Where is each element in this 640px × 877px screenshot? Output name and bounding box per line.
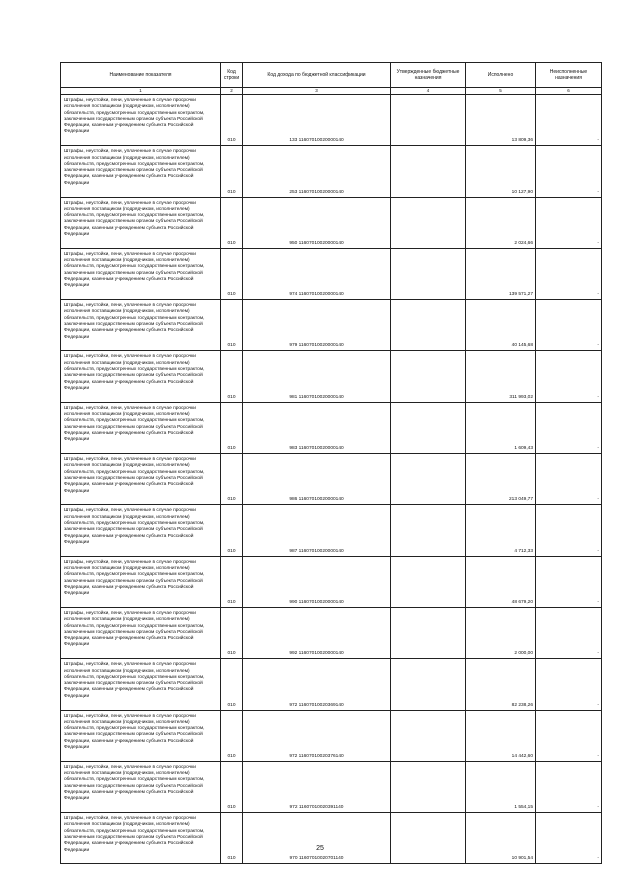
- indicator-name-cell: Штрафы, неустойки, пени, уплаченные в случае просрочки исполнения поставщиком (подрядчиком, исполнителем) обязательств, предусмотренных государственным контрактом, заключенным государственным органом субъекта Российской Федерации, казенным учреждением субъекта Российской Федерации: [61, 300, 221, 351]
- remaining-cell: -: [536, 95, 602, 146]
- line-code-cell: 010: [221, 197, 243, 248]
- approved-cell: [391, 146, 466, 197]
- executed-cell: 40 145,68: [466, 300, 536, 351]
- income-code-cell: 992 11607010020000140: [243, 607, 391, 658]
- table-row: [61, 146, 602, 197]
- approved-cell: [391, 454, 466, 505]
- indicator-name-cell: Штрафы, неустойки, пени, уплаченные в случае просрочки исполнения поставщиком (подрядчиком, исполнителем) обязательств, предусмотренных государственным контрактом, заключенным государственным органом субъекта Российской Федерации, казенным учреждением субъекта Российской Федерации: [61, 248, 221, 299]
- indicator-name-cell: Штрафы, неустойки, пени, уплаченные в случае просрочки исполнения поставщиком (подрядчиком, исполнителем) обязательств, предусмотренных государственным контрактом, заключенным государственным органом субъекта Российской Федерации, казенным учреждением субъекта Российской Федерации: [61, 351, 221, 402]
- header-line-code: Код строки: [221, 63, 243, 88]
- indicator-name-cell: Штрафы, неустойки, пени, уплаченные в случае просрочки исполнения поставщиком (подрядчиком, исполнителем) обязательств, предусмотренных государственным контрактом, заключенным государственным органом субъекта Российской Федерации, казенным учреждением субъекта Российской Федерации: [61, 761, 221, 812]
- executed-cell: 1 609,43: [466, 402, 536, 453]
- table-row: [61, 300, 602, 351]
- remaining-cell: -: [536, 454, 602, 505]
- indicator-name-cell: Штрафы, неустойки, пени, уплаченные в случае просрочки исполнения поставщиком (подрядчиком, исполнителем) обязательств, предусмотренных государственным контрактом, заключенным государственным органом субъекта Российской Федерации, казенным учреждением субъекта Российской Федерации: [61, 813, 221, 864]
- indicator-name-cell: Штрафы, неустойки, пени, уплаченные в случае просрочки исполнения поставщиком (подрядчиком, исполнителем) обязательств, предусмотренных государственным контрактом, заключенным государственным органом субъекта Российской Федерации, казенным учреждением субъекта Российской Федерации: [61, 607, 221, 658]
- approved-cell: [391, 659, 466, 710]
- table-header-row: [61, 63, 602, 88]
- executed-cell: 10 127,90: [466, 146, 536, 197]
- income-code-cell: 983 11607010020000140: [243, 402, 391, 453]
- approved-cell: [391, 505, 466, 556]
- line-code-cell: 010: [221, 813, 243, 864]
- header-remaining: Неисполненные назначения: [536, 63, 602, 88]
- approved-cell: [391, 248, 466, 299]
- line-code-cell: 010: [221, 248, 243, 299]
- table-row: [61, 402, 602, 453]
- line-code-cell: 010: [221, 607, 243, 658]
- remaining-cell: -: [536, 505, 602, 556]
- line-code-cell: 010: [221, 761, 243, 812]
- indicator-name-cell: Штрафы, неустойки, пени, уплаченные в случае просрочки исполнения поставщиком (подрядчиком, исполнителем) обязательств, предусмотренных государственным контрактом, заключенным государственным органом субъекта Российской Федерации, казенным учреждением субъекта Российской Федерации: [61, 146, 221, 197]
- table-row: [61, 761, 602, 812]
- table-row: [61, 454, 602, 505]
- header-income-code: Код дохода по бюджетной классификации: [243, 63, 391, 88]
- remaining-cell: -: [536, 659, 602, 710]
- indicator-name-cell: Штрафы, неустойки, пени, уплаченные в случае просрочки исполнения поставщиком (подрядчиком, исполнителем) обязательств, предусмотренных государственным контрактом, заключенным государственным органом субъекта Российской Федерации, казенным учреждением субъекта Российской Федерации: [61, 197, 221, 248]
- income-code-cell: 979 11607010020000140: [243, 300, 391, 351]
- indicator-name-cell: Штрафы, неустойки, пени, уплаченные в случае просрочки исполнения поставщиком (подрядчиком, исполнителем) обязательств, предусмотренных государственным контрактом, заключенным государственным органом субъекта Российской Федерации, казенным учреждением субъекта Российской Федерации: [61, 95, 221, 146]
- approved-cell: [391, 761, 466, 812]
- income-code-cell: 986 11607010020000140: [243, 454, 391, 505]
- table-row: [61, 197, 602, 248]
- income-code-cell: 981 11607010020000140: [243, 351, 391, 402]
- approved-cell: [391, 351, 466, 402]
- approved-cell: [391, 197, 466, 248]
- executed-cell: 2 000,00: [466, 607, 536, 658]
- table-row: [61, 248, 602, 299]
- column-number: 1: [61, 88, 221, 95]
- column-number: 5: [466, 88, 536, 95]
- remaining-cell: -: [536, 146, 602, 197]
- line-code-cell: 010: [221, 556, 243, 607]
- remaining-cell: -: [536, 351, 602, 402]
- column-number: 4: [391, 88, 466, 95]
- executed-cell: 2 024,66: [466, 197, 536, 248]
- column-number: 3: [243, 88, 391, 95]
- indicator-name-cell: Штрафы, неустойки, пени, уплаченные в случае просрочки исполнения поставщиком (подрядчиком, исполнителем) обязательств, предусмотренных государственным контрактом, заключенным государственным органом субъекта Российской Федерации, казенным учреждением субъекта Российской Федерации: [61, 710, 221, 761]
- income-code-cell: 133 11607010020000140: [243, 95, 391, 146]
- table-row: [61, 505, 602, 556]
- approved-cell: [391, 607, 466, 658]
- table-row: [61, 351, 602, 402]
- column-number: 2: [221, 88, 243, 95]
- table-row: [61, 710, 602, 761]
- header-indicator-name: Наименование показателя: [61, 63, 221, 88]
- line-code-cell: 010: [221, 505, 243, 556]
- line-code-cell: 010: [221, 659, 243, 710]
- indicator-name-cell: Штрафы, неустойки, пени, уплаченные в случае просрочки исполнения поставщиком (подрядчиком, исполнителем) обязательств, предусмотренных государственным контрактом, заключенным государственным органом субъекта Российской Федерации, казенным учреждением субъекта Российской Федерации: [61, 505, 221, 556]
- table-row: [61, 95, 602, 146]
- executed-cell: 82 238,26: [466, 659, 536, 710]
- income-code-cell: 970 11607010020701140: [243, 813, 391, 864]
- executed-cell: 4 712,33: [466, 505, 536, 556]
- indicator-name-cell: Штрафы, неустойки, пени, уплаченные в случае просрочки исполнения поставщиком (подрядчиком, исполнителем) обязательств, предусмотренных государственным контрактом, заключенным государственным органом субъекта Российской Федерации, казенным учреждением субъекта Российской Федерации: [61, 454, 221, 505]
- line-code-cell: 010: [221, 146, 243, 197]
- remaining-cell: -: [536, 248, 602, 299]
- line-code-cell: 010: [221, 351, 243, 402]
- executed-cell: 13 809,36: [466, 95, 536, 146]
- executed-cell: 10 901,54: [466, 813, 536, 864]
- line-code-cell: 010: [221, 454, 243, 505]
- indicator-name-cell: Штрафы, неустойки, пени, уплаченные в случае просрочки исполнения поставщиком (подрядчиком, исполнителем) обязательств, предусмотренных государственным контрактом, заключенным государственным органом субъекта Российской Федерации, казенным учреждением субъекта Российской Федерации: [61, 556, 221, 607]
- executed-cell: 311 993,02: [466, 351, 536, 402]
- income-code-cell: 990 11607010020000140: [243, 556, 391, 607]
- remaining-cell: -: [536, 710, 602, 761]
- line-code-cell: 010: [221, 300, 243, 351]
- line-code-cell: 010: [221, 402, 243, 453]
- remaining-cell: -: [536, 607, 602, 658]
- table-body: [61, 95, 602, 864]
- line-code-cell: 010: [221, 710, 243, 761]
- income-code-cell: 974 11607010020000140: [243, 248, 391, 299]
- income-code-cell: 972 11607010020391140: [243, 761, 391, 812]
- remaining-cell: -: [536, 761, 602, 812]
- remaining-cell: -: [536, 197, 602, 248]
- executed-cell: 1 554,15: [466, 761, 536, 812]
- executed-cell: 139 571,27: [466, 248, 536, 299]
- column-numbers-row: [61, 88, 602, 95]
- executed-cell: 48 679,20: [466, 556, 536, 607]
- income-code-cell: 950 11607010020000140: [243, 197, 391, 248]
- table-row: [61, 813, 602, 864]
- executed-cell: 14 442,60: [466, 710, 536, 761]
- column-number: 6: [536, 88, 602, 95]
- approved-cell: [391, 95, 466, 146]
- income-code-cell: 972 11607010020376140: [243, 710, 391, 761]
- table-row: [61, 607, 602, 658]
- header-executed: Исполнено: [466, 63, 536, 88]
- table-row: [61, 659, 602, 710]
- income-code-cell: 253 11607010020000140: [243, 146, 391, 197]
- approved-cell: [391, 710, 466, 761]
- approved-cell: [391, 813, 466, 864]
- remaining-cell: -: [536, 556, 602, 607]
- remaining-cell: -: [536, 300, 602, 351]
- indicator-name-cell: Штрафы, неустойки, пени, уплаченные в случае просрочки исполнения поставщиком (подрядчиком, исполнителем) обязательств, предусмотренных государственным контрактом, заключенным государственным органом субъекта Российской Федерации, казенным учреждением субъекта Российской Федерации: [61, 402, 221, 453]
- approved-cell: [391, 300, 466, 351]
- table-row: [61, 556, 602, 607]
- approved-cell: [391, 556, 466, 607]
- approved-cell: [391, 402, 466, 453]
- income-code-cell: 972 11607010020369140: [243, 659, 391, 710]
- budget-report-table: [60, 62, 602, 864]
- executed-cell: 213 049,77: [466, 454, 536, 505]
- page-number: 25: [316, 845, 324, 852]
- indicator-name-cell: Штрафы, неустойки, пени, уплаченные в случае просрочки исполнения поставщиком (подрядчиком, исполнителем) обязательств, предусмотренных государственным контрактом, заключенным государственным органом субъекта Российской Федерации, казенным учреждением субъекта Российской Федерации: [61, 659, 221, 710]
- remaining-cell: -: [536, 813, 602, 864]
- income-code-cell: 987 11607010020000140: [243, 505, 391, 556]
- line-code-cell: 010: [221, 95, 243, 146]
- header-approved: Утвержденные бюджетные назначения: [391, 63, 466, 88]
- remaining-cell: -: [536, 402, 602, 453]
